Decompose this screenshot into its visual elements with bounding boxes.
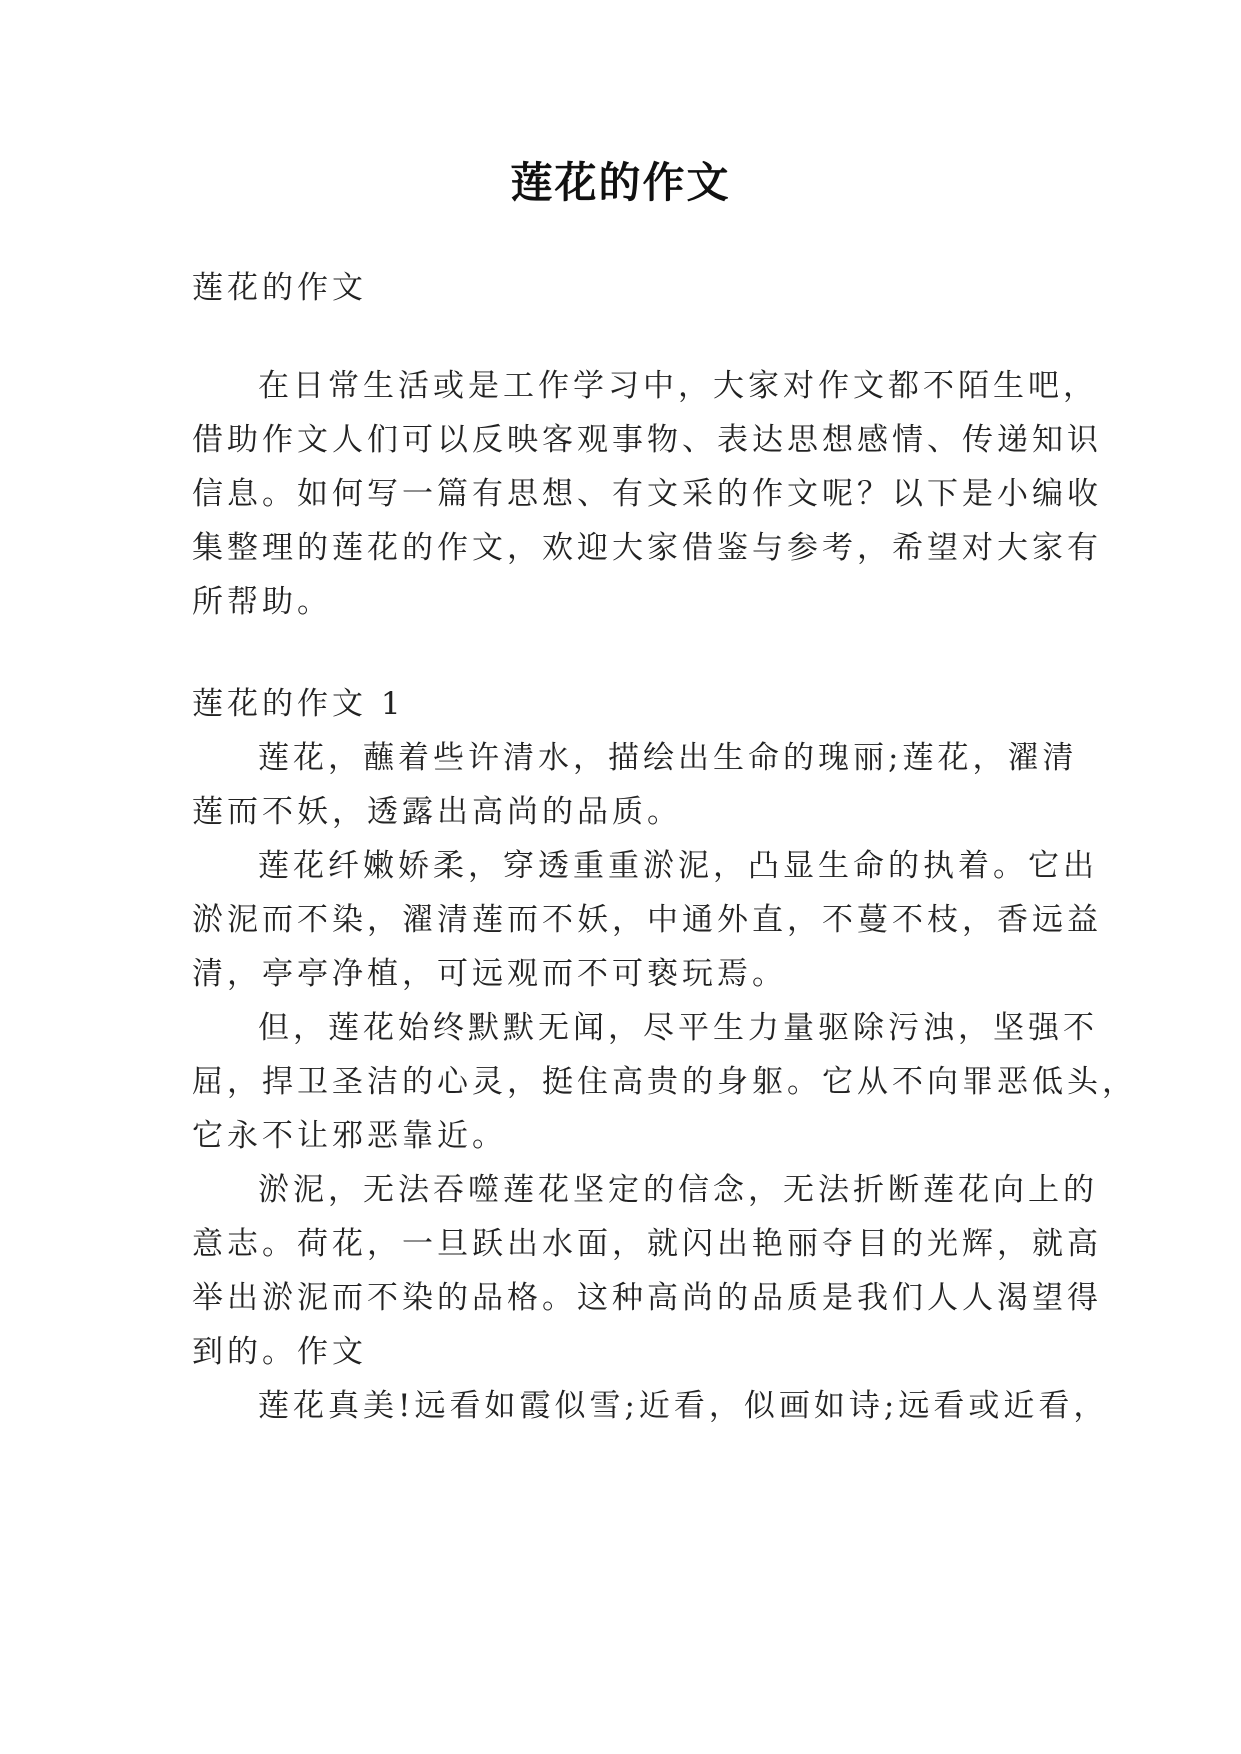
document-heading: 莲花的作文 — [192, 270, 367, 306]
body-line-9: 淤泥，无法吞噬莲花坚定的信念，无法折断莲花向上的 — [258, 1172, 1098, 1208]
intro-line-4: 集整理的莲花的作文，欢迎大家借鉴与参考，希望对大家有 — [192, 530, 1102, 566]
body-line-8: 它永不让邪恶靠近。 — [192, 1118, 507, 1154]
body-line-6: 但，莲花始终默默无闻，尽平生力量驱除污浊，坚强不 — [258, 1010, 1098, 1046]
body-line-7: 屈，捍卫圣洁的心灵，挺住高贵的身躯。它从不向罪恶低头， — [192, 1064, 1137, 1100]
document-title: 莲花的作文 — [510, 158, 731, 207]
body-line-11: 举出淤泥而不染的品格。这种高尚的品质是我们人人渴望得 — [192, 1280, 1102, 1316]
body-line-10: 意志。荷花，一旦跃出水面，就闪出艳丽夺目的光辉，就高 — [192, 1226, 1102, 1262]
body-line-1: 莲花，蘸着些许清水，描绘出生命的瑰丽;莲花，濯清 — [258, 740, 1078, 776]
body-line-12: 到的。作文 — [192, 1334, 367, 1370]
body-line-4: 淤泥而不染，濯清莲而不妖，中通外直，不蔓不枝，香远益 — [192, 902, 1102, 938]
body-line-13: 莲花真美!远看如霞似雪;近看，似画如诗;远看或近看， — [258, 1388, 1109, 1424]
section-heading: 莲花的作文 1 — [192, 686, 405, 722]
intro-line-1: 在日常生活或是工作学习中，大家对作文都不陌生吧， — [258, 368, 1098, 404]
body-line-5: 清，亭亭净植，可远观而不可亵玩焉。 — [192, 956, 787, 992]
intro-line-5: 所帮助。 — [192, 584, 332, 620]
intro-line-2: 借助作文人们可以反映客观事物、表达思想感情、传递知识 — [192, 422, 1102, 458]
intro-line-3: 信息。如何写一篇有思想、有文采的作文呢？以下是小编收 — [192, 476, 1102, 512]
body-line-3: 莲花纤嫩娇柔，穿透重重淤泥，凸显生命的执着。它出 — [258, 848, 1098, 884]
body-line-2: 莲而不妖，透露出高尚的品质。 — [192, 794, 682, 830]
